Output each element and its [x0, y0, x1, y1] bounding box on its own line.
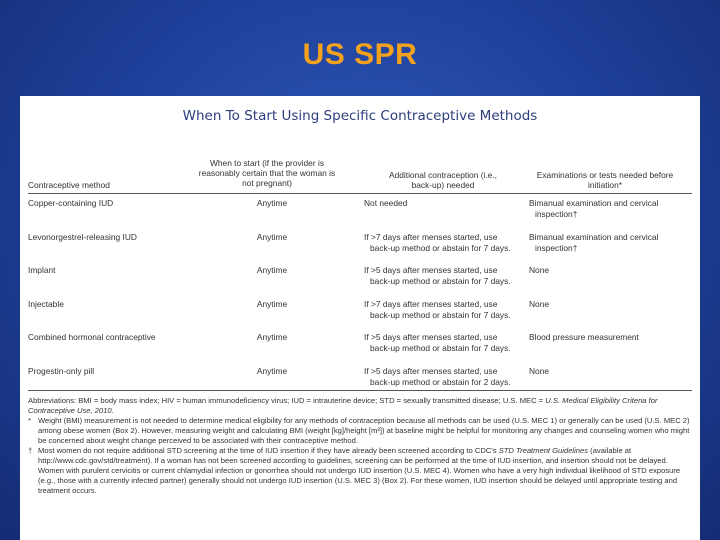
- cell-backup: If >7 days after menses started, use back-up method or abstain for 7 days.: [364, 232, 511, 253]
- cell-method: Implant: [28, 265, 56, 275]
- cell-method: Combined hormonal contraceptive: [28, 332, 156, 342]
- cell-when: Anytime: [256, 332, 288, 342]
- cell-when: Anytime: [256, 366, 288, 376]
- header-rule: [28, 193, 692, 194]
- cell-method: Copper-containing IUD: [28, 198, 114, 208]
- cell-exams: Blood pressure measurement: [529, 332, 639, 342]
- cell-backup: If >7 days after menses started, use back-up method or abstain for 7 days.: [364, 299, 511, 320]
- cell-method: Injectable: [28, 299, 64, 309]
- cell-method: Progestin-only pill: [28, 366, 95, 376]
- table-bottom-rule: [28, 390, 692, 391]
- cell-exams: Bimanual examination and cervical inspection†: [529, 232, 659, 253]
- cell-exams: None: [529, 299, 550, 309]
- header-when: When to start (if the provider is reasonably certain that the woman is not pregnant): [198, 158, 336, 188]
- cell-exams: None: [529, 265, 550, 275]
- cell-backup: If >5 days after menses started, use back-up method or abstain for 2 days.: [364, 366, 511, 387]
- header-backup: Additional contraception (i.e., back-up) needed: [388, 170, 497, 190]
- footnote-std: † Most women do not require additional STD screening at the time of IUD insertion if they have already been screened according to CDC's STD Treatment Guidelines (available at http://www.cdc.gov/std/treatment). If a woman has not been screened according to guidelines, screening can be performed at the time of IUD insertion, and insertion should not be delayed. Women with purulent cervicitis or current chlamydial infection or gonorrhea should not undergo IUD insertion (U.S. MEC 4). Women who have a very high individual likelihood of STD exposure (e.g., those with a currently infected partner) generally should not undergo IUD insertion (U.S. MEC 3) (Box 2). For these women, IUD insertion should be delayed until appropriate testing and treatment occurs.: [28, 446, 681, 495]
- footnotes: [28, 396, 692, 496]
- footnote-weight: * Weight (BMI) measurement is not needed to determine medical eligibility for any methods of contraception because all methods can be used (U.S. MEC 1) or generally can be used (U.S. MEC 2) among obese women (Box 2). However, measuring weight and calculating BMI (weight [kg]/height [m²]) at baseline might be helpful for monitoring any changes and counseling women who might be concerned about weight change perceived to be associated with their contraceptive method.: [28, 416, 690, 445]
- header-exams: Examinations or tests needed before initiation*: [536, 170, 674, 190]
- cell-when: Anytime: [256, 265, 288, 275]
- cell-when: Anytime: [256, 232, 288, 242]
- cell-method: Levonorgestrel-releasing IUD: [28, 232, 137, 242]
- cell-backup: If >5 days after menses started, use back-up method or abstain for 7 days.: [364, 332, 511, 353]
- cell-when: Anytime: [256, 198, 288, 208]
- cell-backup: If >5 days after menses started, use back-up method or abstain for 7 days.: [364, 265, 511, 286]
- abbreviations-note: Abbreviations: BMI = body mass index; HIV = human immunodeficiency virus; IUD = intrauterine device; STD = sexually transmitted disease; U.S. MEC = U.S. Medical Eligibility Criteria for Contraceptive Use, 2010.: [28, 396, 658, 415]
- document-title: When To Start Using Specific Contraceptive Methods: [182, 108, 538, 124]
- header-method: Contraceptive method: [28, 180, 110, 190]
- cell-exams: Bimanual examination and cervical inspection†: [529, 198, 659, 219]
- cell-backup: Not needed: [364, 198, 408, 208]
- slide-title: US SPR: [302, 38, 418, 71]
- cell-when: Anytime: [256, 299, 288, 309]
- document-panel: [20, 96, 700, 540]
- cell-exams: None: [529, 366, 550, 376]
